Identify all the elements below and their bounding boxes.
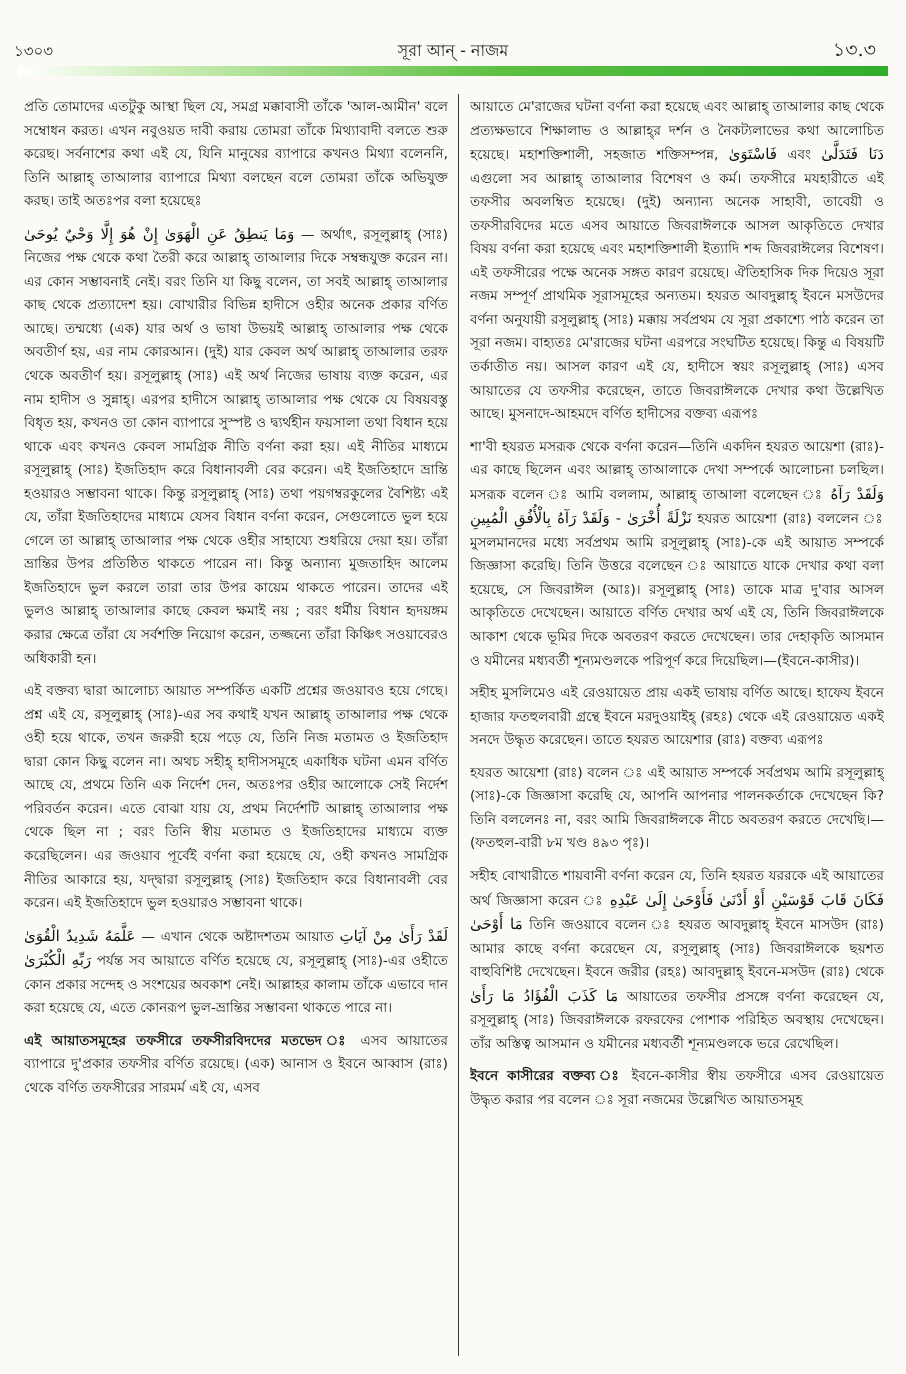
paragraph: ইবনে কাসীরের বক্তব্য ঃ ইবনে-কাসীর স্বীয় তফসীরে এসব রেওয়ায়েত উদ্ধৃত করার পর বলেন ঃ সূরা নজমের উল্লেখিত আয়াতসমূহ	[470, 1068, 884, 1108]
page-header	[0, 0, 906, 92]
paragraph: সহীহ বোখারীতে শায়বানী বর্ণনা করেন যে, তিনি হযরত যররকে এই আয়াতের অর্থ জিজ্ঞাসা করেন ঃ فَكَانَ قَابَ قَوْسَيْنِ أَوْ أَدْنَىٰ فَأَوْحَىٰ إِلَىٰ عَبْدِهِ مَا أَوْحَىٰ তিনি জওয়াবে বলেন ঃ হযরত আবদুল্লাহ্‌ ইবনে মাসউদ (রাঃ) আমার কাছে বর্ণনা করেছেন যে, রসূলুল্লাহ্‌ (সাঃ) জিবরাঈলকে ছয়শত বাহুবিশিষ্ট দেখেছেন। ইবনে জরীর (রহঃ) আবদুল্লাহ্‌ ইবনে-মসউদ (রাঃ) থেকে مَا كَذَبَ الْفُؤَادُ مَا رَأَىٰ আয়াতের তফসীর প্রসঙ্গে বর্ণনা করেছেন যে, রসূলুল্লাহ্‌ (সাঃ) জিবরাঈলকে রফরফের পোশাক পরিহিত অবস্থায় দেখেছেন। তাঁর অস্তিত্ব আসমান ও যমীনের মধ্যবর্তী শূন্যমণ্ডলকে ভরে রেখেছিল।	[470, 867, 884, 1052]
paragraph: হযরত আয়েশা (রাঃ) বলেন ঃ এই আয়াত সম্পর্কে সর্বপ্রথম আমি রসূলুল্লাহ্‌ (সাঃ)-কে জিজ্ঞাসা করেছি যে, আপনি আপনার পালনকর্তাকে দেখেছেন কি? তিনি বললেনঃ না, বরং আমি জিবরাঈলকে নীচে অবতরণ করতে দেখেছি।—(ফতহুল-বারী ৮ম খণ্ড ৪৯৩ পৃঃ)।	[470, 764, 884, 852]
arabic-verse: عَلَّمَهُ شَدِيدُ الْقُوَىٰ	[24, 926, 136, 945]
arabic-verse: وَلَقَدْ رَآهُ نَزْلَةً أُخْرَىٰ - وَلَقَدْ رَآهُ بِالْأُفُقِ الْمُبِينِ	[470, 484, 884, 528]
paragraph: সহীহ মুসলিমেও এই রেওয়ায়েত প্রায় একই ভাষায় বর্ণিত আছে। হাফেয ইবনে হাজার ফতহুলবারী গ্রন্থে ইবনে মরদুওয়াইহ্‌ (রহঃ) থেকে এই রেওয়ায়েত একই সনদে উদ্ধৃত করেছেন। তাতে হযরত আয়েশার (রাঃ) বক্তব্য এরূপঃ	[470, 685, 884, 749]
arabic-verse: لَقَدْ رَأَىٰ مِنْ آيَاتِ رَبِّهِ الْكُبْرَىٰ	[24, 926, 448, 970]
paragraph: এই আয়াতসমূহের তফসীরে তফসীরবিদদের মতভেদ ঃ এসব আয়াতের ব্যাপারে দু'প্রকার তফসীর বর্ণিত রয়েছে। (এক) আনাস ও ইবনে আব্বাস (রাঃ) থেকে বর্ণিত তফসীরের সারমর্ম এই যে, এসব	[24, 1032, 448, 1096]
section-heading: ইবনে কাসীরের বক্তব্য ঃ	[470, 1068, 623, 1085]
running-title: সূরা আন্‌ - নাজম	[397, 41, 509, 60]
paragraph-verse-2: عَلَّمَهُ شَدِيدُ الْقُوَىٰ — এখান থেকে অষ্টাদশতম আয়াত لَقَدْ رَأَىٰ مِنْ آيَاتِ رَبِّهِ الْكُبْرَىٰ পর্যন্ত সব আয়াতে বর্ণিত হয়েছে যে, রসূলুল্লাহ্‌ (সাঃ)-এর ওহীতে কোন প্রকার সন্দেহ ও সংশয়ের অবকাশ নেই। আল্লাহর কালাম তাঁকে এভাবে দান করা হয়েছে যে, এতে কোনরূপ ভুল-ভ্রান্তির সম্ভাবনা থাকতে পারে না।	[24, 926, 448, 1017]
arabic-word: فَاسْتَوَىٰ	[728, 145, 777, 164]
left-page-number: ১৩০৩	[14, 42, 53, 60]
right-page-number: ১৩.৩	[832, 39, 876, 61]
arabic-word: دَنَا فَتَدَلَّىٰ	[821, 145, 884, 164]
left-column	[24, 96, 448, 1358]
paragraph: আয়াতে মে'রাজের ঘটনা বর্ণনা করা হয়েছে এবং আল্লাহ্‌ তাআলার কাছ থেকে প্রত্যক্ষভাবে শিক্ষালাভ ও আল্লাহ্‌র দর্শন ও নৈকট্যলাভের কথা আলোচিত হয়েছে। মহাশক্তিশালী, সহজাত শক্তিসম্পন্ন, فَاسْتَوَىٰ এবং دَنَا فَتَدَلَّىٰ এগুলো সব আল্লাহ্‌ তাআলার বিশেষণ ও কর্ম। তফসীরে মযহারীতে এই তফসীর অবলম্বিত হয়েছে। (দুই) অন্যান্য অনেক সাহাবী, তাবেয়ী ও তফসীরবিদের মতে এসব আয়াতে জিবরাঈলকে আসল আকৃতিতে দেখার বিষয় বর্ণনা করা হয়েছে এবং মহাশক্তিশালী ইত্যাদি শব্দ জিবরাঈলের বিশেষণ। এই তফসীরের পক্ষে অনেক সঙ্গত কারণ রয়েছে। ঐতিহাসিক দিক দিয়েও সূরা নজম সম্পূর্ণ প্রাথমিক সূরাসমূহের অন্যতম। হযরত আবদুল্লাহ্‌ ইবনে মসউদের বর্ণনা অনুযায়ী রসূলুল্লাহ্‌ (সাঃ) মক্কায় সর্বপ্রথম যে সূরা প্রকাশ্যে পাঠ করেন তা সূরা নজম। বাহ্যতঃ মে'রাজের ঘটনা এরপরে সংঘটিত হয়েছে। কিন্তু এ বিষয়টি তর্কাতীত নয়। আসল কারণ এই যে, হাদীসে স্বয়ং রসূলুল্লাহ্‌ (সাঃ) এসব আয়াতের যে তফসীর করেছেন, তাতে জিবরাঈলকে দেখার কথা উল্লেখিত আছে। মুসনাদে-আহমদে বর্ণিত হাদীসের বক্তব্য এরূপঃ	[470, 99, 884, 423]
header-green-rule	[18, 66, 888, 76]
section-heading: এই আয়াতসমূহের তফসীরে তফসীরবিদদের মতভেদ ঃ	[24, 1032, 351, 1049]
column-divider	[458, 94, 459, 1356]
right-column	[470, 96, 884, 1358]
paragraph: শা'বী হযরত মসরূক থেকে বর্ণনা করেন—তিনি একদিন হযরত আয়েশা (রাঃ)-এর কাছে ছিলেন এবং আল্লাহ্‌ তাআলাকে দেখা সম্পর্কে আলোচনা চলছিল। মসরূক বলেন ঃ আমি বললাম, আল্লাহ্‌ তাআলা বলেছেন ঃ وَلَقَدْ رَآهُ نَزْلَةً أُخْرَىٰ - وَلَقَدْ رَآهُ بِالْأُفُقِ الْمُبِينِ হযরত আয়েশা (রাঃ) বললেন ঃ মুসলমানদের মধ্যে সর্বপ্রথম আমি রসূলুল্লাহ্‌ (সাঃ)-কে এই আয়াত সম্পর্কে জিজ্ঞাসা করেছি। তিনি উত্তরে বলেছেন ঃ আয়াতে যাকে দেখার কথা বলা হয়েছে, সে জিবরাঈল (আঃ)। রসূলুল্লাহ্‌ (সাঃ) তাকে মাত্র দু'বার আসল আকৃতিতে দেখেছেন। আয়াতে বর্ণিত দেখার অর্থ এই যে, তিনি জিবরাঈলকে আকাশ থেকে ভূমির দিকে অবতরণ করতে দেখেছেন। তার দেহাকৃতি আসমান ও যমীনের মধ্যবর্তী শূন্যমণ্ডলকে পরিপূর্ণ করে দিয়েছিল।—(ইবনে-কাসীর)।	[470, 438, 884, 669]
arabic-verse: وَمَا يَنطِقُ عَنِ الْهَوَىٰ إِنْ هُوَ إِلَّا وَحْيٌ يُوحَىٰ	[24, 224, 295, 243]
paragraph-verse-1: وَمَا يَنطِقُ عَنِ الْهَوَىٰ إِنْ هُوَ إِلَّا وَحْيٌ يُوحَىٰ — অর্থাৎ, রসূলুল্লাহ্‌ (সাঃ) নিজের পক্ষ থেকে কথা তৈরী করে আল্লাহ্‌ তাআলার দিকে সম্বন্ধযুক্ত করেন না। এর কোন সম্ভাবনাই নেই। বরং তিনি যা কিছু বলেন, তা সবই আল্লাহ্‌ তাআলার কাছ থেকে প্রত্যাদেশ হয়। বোখারীর বিভিন্ন হাদীসে ওহীর অনেক প্রকার বর্ণিত আছে। তম্মধ্যে (এক) যার অর্থ ও ভাষা উভয়ই আল্লাহ্‌ তাআলার পক্ষ থেকে অবতীর্ণ হয়, এর নাম কোরআন। (দুই) যার কেবল অর্থ আল্লাহ্‌ তাআলার তরফ থেকে অবতীর্ণ হয়। রসূলুল্লাহ্‌ (সাঃ) এই অর্থ নিজের ভাষায় ব্যক্ত করেন, এর নাম হাদীস ও সুন্নাহ্‌। এরপর হাদীসে আল্লাহ্‌ তাআলার পক্ষ থেকে যে বিষয়বস্তু বিধৃত হয়, কখনও তা কোন ব্যাপারে সুস্পষ্ট ও দ্ব্যর্থহীন ফয়সালা তথা বিধান হয়ে থাকে এবং কখনও কেবল সামগ্রিক নীতি বর্ণনা করা হয়। এই নীতির মাধ্যমে রসূলুল্লাহ্‌ (সাঃ) ইজতিহাদ করে বিধানাবলী বের করেন। এই ইজতিহাদে ভ্রান্তি হওয়ারও সম্ভাবনা থাকে। কিন্তু রসূলুল্লাহ্‌ (সাঃ) তথা পয়গম্বরকুলের বৈশিষ্ট্য এই যে, তাঁরা ইজতিহাদের মাধ্যমে যেসব বিধান বর্ণনা করেন, সেগুলোতে ভুল হয়ে গেলে তা আল্লাহ্‌ তাআলার পক্ষ থেকে ওহীর সাহায্যে শুধরিয়ে দেয়া হয়। তাঁরা ভ্রান্তির উপর প্রতিষ্ঠিত থাকতে পারেন না। কিন্তু অন্যান্য মুজতাহিদ আলেম ইজতিহাদে ভুল করলে তারা তার উপর কায়েম থাকতে পারেন। তাদের এই ভুলও আল্লাহ্‌ তাআলার কাছে কেবল ক্ষমাই নয় ; বরং ধর্মীয় বিধান হৃদয়ঙ্গম করার ক্ষেত্রে তাঁরা যে সর্বশক্তি নিয়োগ করেন, তজ্জন্যে তাঁরা কিঞ্চিৎ সওয়াবেরও অধিকারী হন।	[24, 224, 448, 667]
arabic-verse: مَا كَذَبَ الْفُؤَادُ مَا رَأَىٰ	[470, 986, 619, 1005]
paragraph: প্রতি তোমাদের এতটুকু আস্থা ছিল যে, সমগ্র মক্কাবাসী তাঁকে 'আল-আমীন' বলে সম্বোধন করত। এখন নবুওয়ত দাবী করায় তোমরা তাঁকে মিথ্যাবাদী বলতে শুরু করেছ। সর্বনাশের কথা এই যে, যিনি মানুষের ব্যাপারে কখনও মিথ্যা বলেননি, তিনি আল্লাহ্‌ তাআলার ব্যাপারে মিথ্যা বলছেন বলে তোমরা তাঁকে অভিযুক্ত করছ। তাই অতঃপর বলা হয়েছেঃ	[24, 99, 448, 210]
arabic-verse: إِلَىٰ عَبْدِهِ مَا أَوْحَىٰ	[470, 890, 667, 934]
arabic-verse: فَكَانَ قَابَ قَوْسَيْنِ أَوْ أَدْنَىٰ فَأَوْحَىٰ	[672, 890, 884, 909]
paragraph: এই বক্তব্য দ্বারা আলোচ্য আয়াত সম্পর্কিত একটি প্রশ্নের জওয়াবও হয়ে গেছে। প্রশ্ন এই যে, রসূলুল্লাহ্‌ (সাঃ)-এর সব কথাই যখন আল্লাহ্‌ তাআলার পক্ষ থেকে ওহী হয়ে থাকে, তখন জরুরী হয়ে পড়ে যে, তিনি নিজ মতামত ও ইজতিহাদ দ্বারা কোন কিছু বলেন না। অথচ সহীহ্‌ হাদীসসমূহে একাধিক ঘটনা এমন বর্ণিত আছে যে, প্রথমে তিনি এক নির্দেশ দেন, অতঃপর ওহীর আলোকে সেই নির্দেশ পরিবর্তন করেন। এতে বোঝা যায় যে, প্রথম নির্দেশটি আল্লাহ্‌ তাআলার পক্ষ থেকে ছিল না ; বরং তিনি স্বীয় মতামত ও ইজতিহাদের মাধ্যমে ব্যক্ত করেছিলেন। এর জওয়াব পূর্বেই বর্ণনা করা হয়েছে যে, ওহী কখনও সামগ্রিক নীতির আকারে হয়, যদ্দ্বারা রসূলুল্লাহ্‌ (সাঃ) ইজতিহাদ করে বিধানাবলী বের করেন। এই ইজতিহাদে ভুল হওয়ারও সম্ভাবনা থাকে।	[24, 683, 448, 912]
